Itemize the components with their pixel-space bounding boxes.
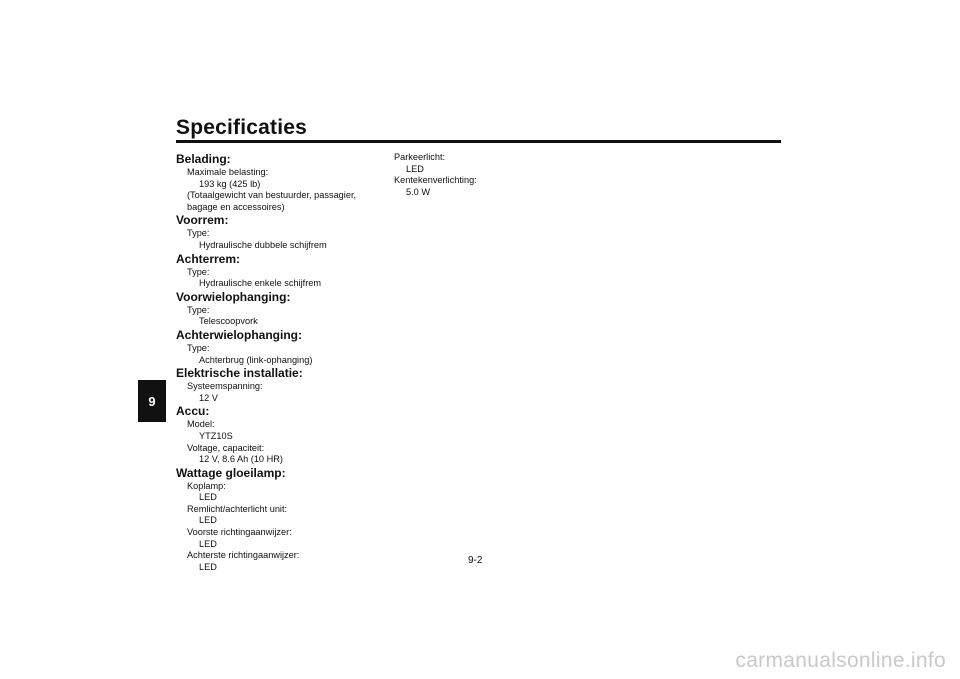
- spec-label: Maximale belasting:: [187, 167, 269, 177]
- spec-value: LED: [406, 163, 424, 174]
- spec-value: Telescoopvork: [199, 316, 258, 327]
- section-heading: Accu:: [176, 404, 210, 419]
- right-column: [394, 152, 594, 198]
- spec-value: 193 kg (425 lb): [199, 178, 261, 189]
- title-rule: [176, 140, 781, 143]
- watermark: carmanualsonline.info: [735, 649, 946, 672]
- spec-label: Voltage, capaciteit:: [187, 442, 265, 453]
- spec-value: 12 V: [199, 392, 218, 403]
- section-elektrische-installatie: [176, 366, 376, 404]
- spec-label: Type:: [187, 266, 210, 277]
- section-accu: [176, 404, 376, 465]
- spec-value: LED: [199, 515, 217, 526]
- spec-value: LED: [199, 538, 217, 549]
- spec-label: Kentekenverlichting:: [394, 175, 477, 186]
- spec-value: Hydraulische enkele schijfrem: [199, 278, 322, 289]
- spec-label: Koplamp:: [187, 480, 226, 491]
- spec-label: Systeemspanning:: [187, 381, 263, 392]
- section-heading: Belading:: [176, 152, 231, 166]
- spec-note: bagage en accessoires): [187, 201, 285, 212]
- spec-value: 12 V, 8.6 Ah (10 HR): [199, 454, 283, 465]
- spec-label: Achterste richtingaanwijzer:: [187, 550, 300, 561]
- spec-value: 5.0 W: [406, 186, 430, 197]
- section-heading: Achterrem:: [176, 251, 241, 266]
- spec-value: Hydraulische dubbele schijfrem: [199, 239, 327, 250]
- left-column: [176, 152, 376, 573]
- spec-value: LED: [199, 492, 217, 503]
- spec-value: YTZ10S: [199, 430, 233, 441]
- section-voorwielophanging: [176, 290, 376, 328]
- spec-label: Voorste richtingaanwijzer:: [187, 527, 292, 538]
- section-achterrem: [176, 252, 376, 290]
- section-heading: Voorrem:: [176, 213, 229, 228]
- spec-label: Type:: [187, 342, 210, 353]
- section-heading: Achterwielophanging:: [176, 327, 302, 342]
- section-heading: Voorwielophanging:: [176, 289, 291, 304]
- section-voorrem: [176, 213, 376, 251]
- section-heading: Wattage gloeilamp:: [176, 465, 286, 480]
- spec-note: (Totaalgewicht van bestuurder, passagier,: [187, 190, 357, 201]
- page-number: 9-2: [468, 555, 483, 566]
- spec-value: Achterbrug (link-ophanging): [199, 354, 313, 365]
- spec-label: Model:: [187, 419, 215, 430]
- section-wattage-gloeilamp: [176, 466, 376, 574]
- chapter-tab: 9: [138, 380, 166, 422]
- section-achterwielophanging: [176, 328, 376, 366]
- spec-label: Remlicht/achterlicht unit:: [187, 503, 288, 514]
- page-title: Specificaties: [176, 116, 307, 139]
- spec-label: Type:: [187, 228, 210, 239]
- spec-value: LED: [199, 561, 217, 572]
- spec-label: Type:: [187, 304, 210, 315]
- section-heading: Elektrische installatie:: [176, 366, 303, 381]
- spec-label: Parkeerlicht:: [394, 152, 446, 162]
- section-belading: [176, 152, 376, 213]
